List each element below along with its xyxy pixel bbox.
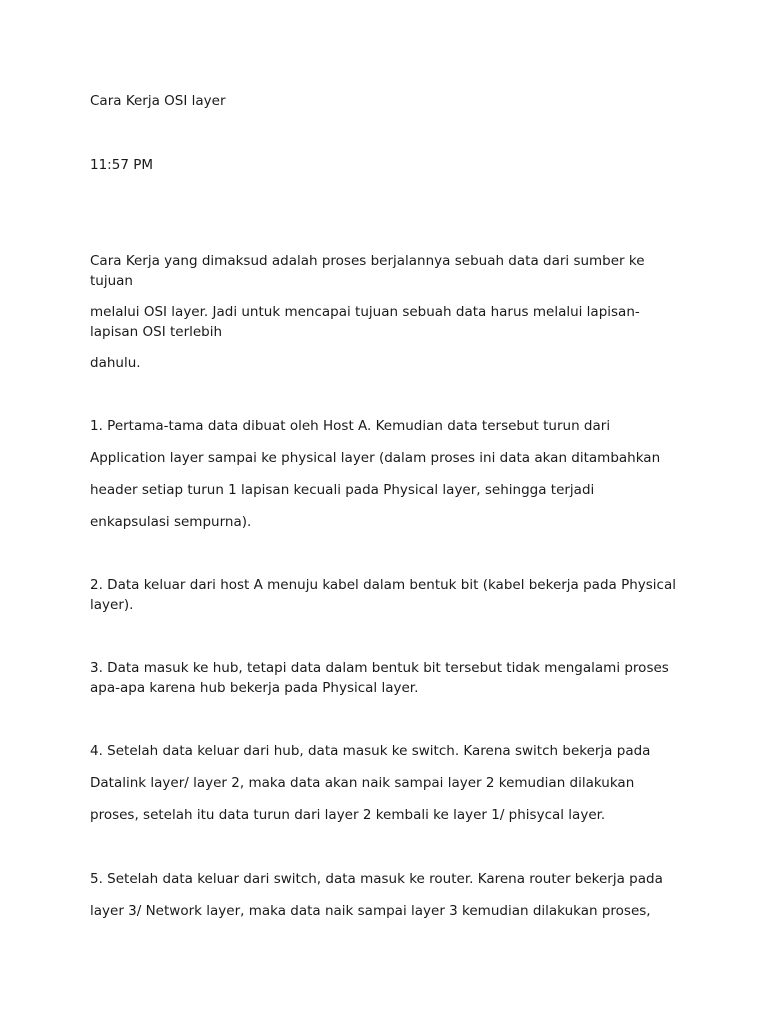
step-3-paragraph: 3. Data masuk ke hub, tetapi data dalam bentuk bit tersebut tidak mengalami proses apa-apa karena hub bekerja pada Physical layer. [90, 660, 669, 696]
step-1-line-2: Application layer sampai ke physical layer (dalam proses ini data akan ditambahkan [90, 450, 661, 466]
intro-paragraph-1: Cara Kerja yang dimaksud adalah proses berjalannya sebuah data dari sumber ke tujuan [90, 253, 645, 289]
step-1-line-1: 1. Pertama-tama data dibuat oleh Host A. Kemudian data tersebut turun dari [90, 418, 611, 434]
intro-paragraph-2: melalui OSI layer. Jadi untuk mencapai tujuan sebuah data harus melalui lapisan-lapisan OSI terlebih [90, 304, 640, 340]
step-4-line-3: proses, setelah itu data turun dari layer 2 kembali ke layer 1/ phisycal layer. [90, 807, 606, 823]
intro-paragraph-3: dahulu. [90, 355, 141, 371]
step-1-line-4: enkapsulasi sempurna). [90, 514, 252, 530]
step-4-line-1: 4. Setelah data keluar dari hub, data masuk ke switch. Karena switch bekerja pada [90, 743, 651, 759]
step-1-line-3: header setiap turun 1 lapisan kecuali pada Physical layer, sehingga terjadi [90, 482, 595, 498]
step-5-line-2: layer 3/ Network layer, maka data naik sampai layer 3 kemudian dilakukan proses, [90, 903, 651, 919]
document-time: 11:57 PM [90, 157, 153, 173]
document-title: Cara Kerja OSI layer [90, 93, 226, 109]
step-5-line-1: 5. Setelah data keluar dari switch, data masuk ke router. Karena router bekerja pada [90, 871, 663, 887]
step-4-line-2: Datalink layer/ layer 2, maka data akan naik sampai layer 2 kemudian dilakukan [90, 775, 635, 791]
step-2-paragraph: 2. Data keluar dari host A menuju kabel dalam bentuk bit (kabel bekerja pada Physical layer). [90, 577, 677, 613]
